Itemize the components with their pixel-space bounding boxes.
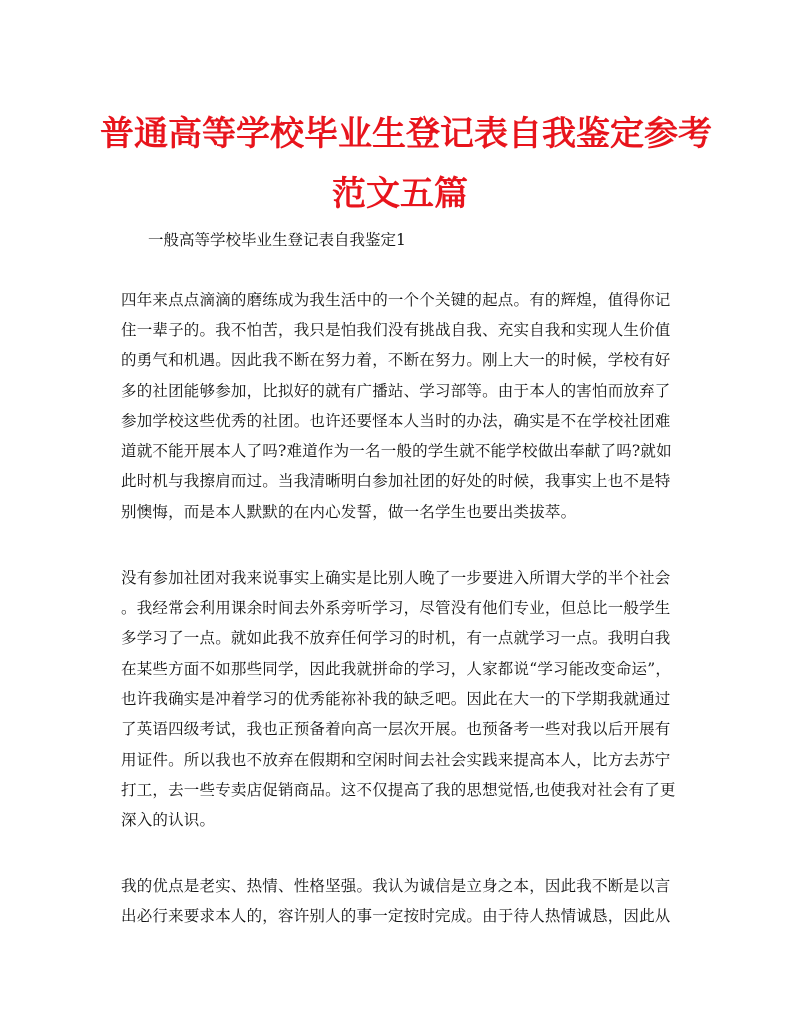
section-heading: 一般高等学校毕业生登记表自我鉴定1	[148, 231, 406, 249]
text-line: 在某些方面不如那些同学，因此我就拼命的学习，人家都说“学习能改变命运”，	[121, 660, 672, 678]
text-line: 住一辈子的。我不怕苦，我只是怕我们没有挑战自我、充实自我和实现人生价值	[121, 321, 671, 339]
text-line: 深入的认识。	[121, 811, 216, 829]
text-line: 了英语四级考试，我也正预备着向高一层次开展。也预备考一些对我以后开展有	[121, 720, 671, 738]
text-line: 也许我确实是冲着学习的优秀能祢补我的缺乏吧。因此在大一的下学期我就通过	[121, 690, 671, 708]
document-title-line-2: 范文五篇	[332, 174, 468, 214]
text-line: 道就不能开展本人了吗?难道作为一名一般的学生就不能学校做出奉献了吗?就如	[121, 442, 672, 460]
text-line: 多学习了一点。就如此我不放弃任何学习的时机，有一点就学习一点。我明白我	[121, 629, 671, 647]
text-line: 参加学校这些优秀的社团。也许还要怪本人当时的办法，确实是不在学校社团难	[121, 412, 671, 430]
text-line: 。我经常会利用课余时间去外系旁听学习，尽管没有他们专业，但总比一般学生	[121, 599, 671, 617]
text-line: 多的社团能够参加，比拟好的就有广播站、学习部等。由于本人的害怕而放弃了	[121, 382, 671, 400]
text-line: 没有参加社团对我来说事实上确实是比别人晚了一步要进入所谓大学的半个社会	[121, 569, 671, 587]
document-title-line-1: 普通高等学校毕业生登记表自我鉴定参考	[100, 114, 712, 154]
text-line: 用证件。所以我也不放弃在假期和空闲时间去社会实践来提高本人，比方去苏宁	[121, 751, 671, 769]
text-line: 我的优点是老实、热情、性格坚强。我认为诚信是立身之本，因此我不断是以言	[121, 877, 671, 895]
text-line: 的勇气和机遇。因此我不断在努力着，不断在努力。刚上大一的时候，学校有好	[121, 351, 671, 369]
text-line: 打工，去一些专卖店促销商品。这不仅提高了我的思想觉悟,也使我对社会有了更	[121, 781, 676, 799]
text-line: 此时机与我擦肩而过。当我清晰明白参加社团的好处的时候，我事实上也不是特	[121, 472, 671, 490]
text-line: 别懊悔，而是本人默默的在内心发誓，做一名学生也要出类拔萃。	[121, 503, 577, 521]
text-line: 出必行来要求本人的，容许别人的事一定按时完成。由于待人热情诚恳，因此从	[121, 907, 671, 925]
text-line: 四年来点点滴滴的磨练成为我生活中的一个个关键的起点。有的辉煌，值得你记	[121, 291, 671, 309]
